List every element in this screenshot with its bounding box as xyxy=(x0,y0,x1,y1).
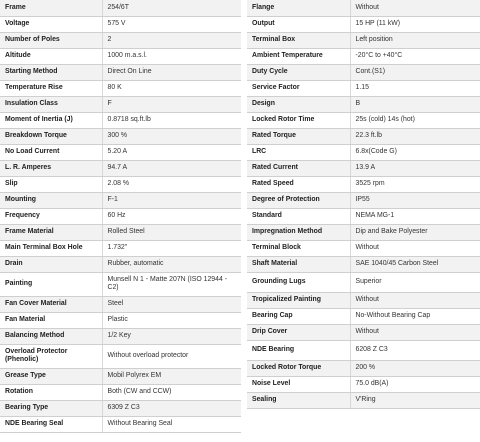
spec-row xyxy=(247,192,480,208)
spec-value: F xyxy=(102,96,241,112)
spec-row xyxy=(0,224,241,240)
spec-label: Locked Rotor Time xyxy=(247,112,350,128)
spec-value: 3525 rpm xyxy=(350,176,480,192)
spec-label: NDE Bearing xyxy=(247,340,350,360)
spec-label: Design xyxy=(247,96,350,112)
spec-label: Ambient Temperature xyxy=(247,48,350,64)
spec-row xyxy=(247,240,480,256)
spec-label: Frequency xyxy=(0,208,102,224)
spec-label: Starting Method xyxy=(0,64,102,80)
spec-label: Slip xyxy=(0,176,102,192)
spec-value: Rolled Steel xyxy=(102,224,241,240)
spec-label: Rotation xyxy=(0,384,102,400)
spec-label: Overload Protector (Phenolic) xyxy=(0,344,102,368)
spec-row xyxy=(0,48,241,64)
spec-value: B xyxy=(350,96,480,112)
spec-label: Sealing xyxy=(247,392,350,408)
spec-value: 1.15 xyxy=(350,80,480,96)
spec-label: Breakdown Torque xyxy=(0,128,102,144)
spec-value: Direct On Line xyxy=(102,64,241,80)
spec-row xyxy=(247,64,480,80)
spec-value: 1000 m.a.s.l. xyxy=(102,48,241,64)
spec-label: Bearing Cap xyxy=(247,308,350,324)
spec-row xyxy=(0,32,241,48)
spec-label: Rated Speed xyxy=(247,176,350,192)
spec-row xyxy=(247,376,480,392)
spec-label: Terminal Box xyxy=(247,32,350,48)
spec-label: Noise Level xyxy=(247,376,350,392)
spec-label: NDE Bearing Seal xyxy=(0,416,102,432)
spec-row xyxy=(0,192,241,208)
spec-row xyxy=(0,96,241,112)
spec-table-right xyxy=(247,0,480,409)
spec-value: 25s (cold) 14s (hot) xyxy=(350,112,480,128)
spec-row xyxy=(0,112,241,128)
spec-label: Tropicalized Painting xyxy=(247,292,350,308)
spec-value: Steel xyxy=(102,296,241,312)
spec-row xyxy=(0,384,241,400)
spec-row xyxy=(247,144,480,160)
spec-row xyxy=(0,256,241,272)
spec-value: Plastic xyxy=(102,312,241,328)
spec-label: Duty Cycle xyxy=(247,64,350,80)
spec-row xyxy=(247,208,480,224)
spec-value: Without xyxy=(350,292,480,308)
spec-value: 200 % xyxy=(350,360,480,376)
spec-value: 6208 Z C3 xyxy=(350,340,480,360)
spec-row xyxy=(0,144,241,160)
spec-row xyxy=(0,400,241,416)
spec-label: L. R. Amperes xyxy=(0,160,102,176)
spec-label: Flange xyxy=(247,0,350,16)
spec-value: Without overload protector xyxy=(102,344,241,368)
spec-row xyxy=(247,292,480,308)
spec-value: Left position xyxy=(350,32,480,48)
spec-value: Munsell N 1 - Matte 207N (ISO 12944 - C2) xyxy=(102,272,241,296)
spec-value: 60 Hz xyxy=(102,208,241,224)
spec-row xyxy=(247,160,480,176)
spec-label: Frame Material xyxy=(0,224,102,240)
spec-label: Main Terminal Box Hole xyxy=(0,240,102,256)
spec-label: LRC xyxy=(247,144,350,160)
spec-row xyxy=(247,256,480,272)
spec-label: Moment of Inertia (J) xyxy=(0,112,102,128)
spec-value: Without xyxy=(350,0,480,16)
spec-row xyxy=(247,0,480,16)
spec-value: SAE 1040/45 Carbon Steel xyxy=(350,256,480,272)
spec-row xyxy=(247,272,480,292)
spec-value: Cont.(S1) xyxy=(350,64,480,80)
spec-label: Drain xyxy=(0,256,102,272)
spec-value: -20°C to +40°C xyxy=(350,48,480,64)
spec-label: Number of Poles xyxy=(0,32,102,48)
spec-value: 2 xyxy=(102,32,241,48)
spec-row xyxy=(0,272,241,296)
spec-value: 5.20 A xyxy=(102,144,241,160)
spec-value: Both (CW and CCW) xyxy=(102,384,241,400)
spec-row xyxy=(247,16,480,32)
spec-row xyxy=(247,112,480,128)
spec-value: 575 V xyxy=(102,16,241,32)
spec-value: 13.9 A xyxy=(350,160,480,176)
spec-value: 94.7 A xyxy=(102,160,241,176)
spec-value: 300 % xyxy=(102,128,241,144)
spec-row xyxy=(247,392,480,408)
spec-row xyxy=(0,0,241,16)
spec-value: 6309 Z C3 xyxy=(102,400,241,416)
spec-label: Locked Rotor Torque xyxy=(247,360,350,376)
spec-label: Fan Cover Material xyxy=(0,296,102,312)
spec-value: Without Bearing Seal xyxy=(102,416,241,432)
spec-label: Frame xyxy=(0,0,102,16)
spec-value: Mobil Polyrex EM xyxy=(102,368,241,384)
spec-label: Impregnation Method xyxy=(247,224,350,240)
spec-row xyxy=(0,344,241,368)
spec-value: 2.08 % xyxy=(102,176,241,192)
spec-value: F-1 xyxy=(102,192,241,208)
spec-label: Grease Type xyxy=(0,368,102,384)
spec-value: V'Ring xyxy=(350,392,480,408)
spec-value: 75.0 dB(A) xyxy=(350,376,480,392)
spec-row xyxy=(0,312,241,328)
spec-row xyxy=(0,240,241,256)
spec-row xyxy=(247,340,480,360)
spec-row xyxy=(247,96,480,112)
spec-row xyxy=(247,360,480,376)
spec-row xyxy=(247,48,480,64)
spec-table-left xyxy=(0,0,241,433)
spec-value: 1/2 Key xyxy=(102,328,241,344)
spec-value: 0.8718 sq.ft.lb xyxy=(102,112,241,128)
spec-label: Mounting xyxy=(0,192,102,208)
spec-label: Shaft Material xyxy=(247,256,350,272)
spec-label: Painting xyxy=(0,272,102,296)
spec-label: Rated Current xyxy=(247,160,350,176)
spec-label: Output xyxy=(247,16,350,32)
spec-value: No-Without Bearing Cap xyxy=(350,308,480,324)
spec-value: 22.3 ft.lb xyxy=(350,128,480,144)
spec-value: Without xyxy=(350,240,480,256)
spec-row xyxy=(247,324,480,340)
spec-label: Insulation Class xyxy=(0,96,102,112)
spec-label: Balancing Method xyxy=(0,328,102,344)
spec-label: No Load Current xyxy=(0,144,102,160)
spec-label: Standard xyxy=(247,208,350,224)
spec-row xyxy=(0,296,241,312)
spec-label: Degree of Protection xyxy=(247,192,350,208)
spec-value: 6.8x(Code G) xyxy=(350,144,480,160)
spec-row xyxy=(247,32,480,48)
spec-label: Voltage xyxy=(0,16,102,32)
spec-value: Dip and Bake Polyester xyxy=(350,224,480,240)
spec-row xyxy=(247,176,480,192)
spec-label: Rated Torque xyxy=(247,128,350,144)
spec-label: Altitude xyxy=(0,48,102,64)
spec-row xyxy=(247,80,480,96)
spec-row xyxy=(0,176,241,192)
spec-row xyxy=(247,224,480,240)
spec-value: Superior xyxy=(350,272,480,292)
spec-label: Fan Material xyxy=(0,312,102,328)
spec-row xyxy=(0,160,241,176)
spec-value: Without xyxy=(350,324,480,340)
spec-value: NEMA MG-1 xyxy=(350,208,480,224)
spec-value: 15 HP (11 kW) xyxy=(350,16,480,32)
spec-row xyxy=(0,80,241,96)
spec-row xyxy=(0,208,241,224)
spec-label: Bearing Type xyxy=(0,400,102,416)
spec-label: Temperature Rise xyxy=(0,80,102,96)
spec-row xyxy=(0,128,241,144)
spec-value: 254/6T xyxy=(102,0,241,16)
spec-label: Grounding Lugs xyxy=(247,272,350,292)
spec-row xyxy=(0,368,241,384)
spec-row xyxy=(0,328,241,344)
spec-value: IP55 xyxy=(350,192,480,208)
spec-row xyxy=(0,16,241,32)
spec-value: 1.732" xyxy=(102,240,241,256)
spec-row xyxy=(0,64,241,80)
spec-label: Terminal Block xyxy=(247,240,350,256)
spec-value: 80 K xyxy=(102,80,241,96)
spec-row xyxy=(0,416,241,432)
spec-label: Drip Cover xyxy=(247,324,350,340)
spec-label: Service Factor xyxy=(247,80,350,96)
spec-row xyxy=(247,128,480,144)
spec-row xyxy=(247,308,480,324)
spec-value: Rubber, automatic xyxy=(102,256,241,272)
